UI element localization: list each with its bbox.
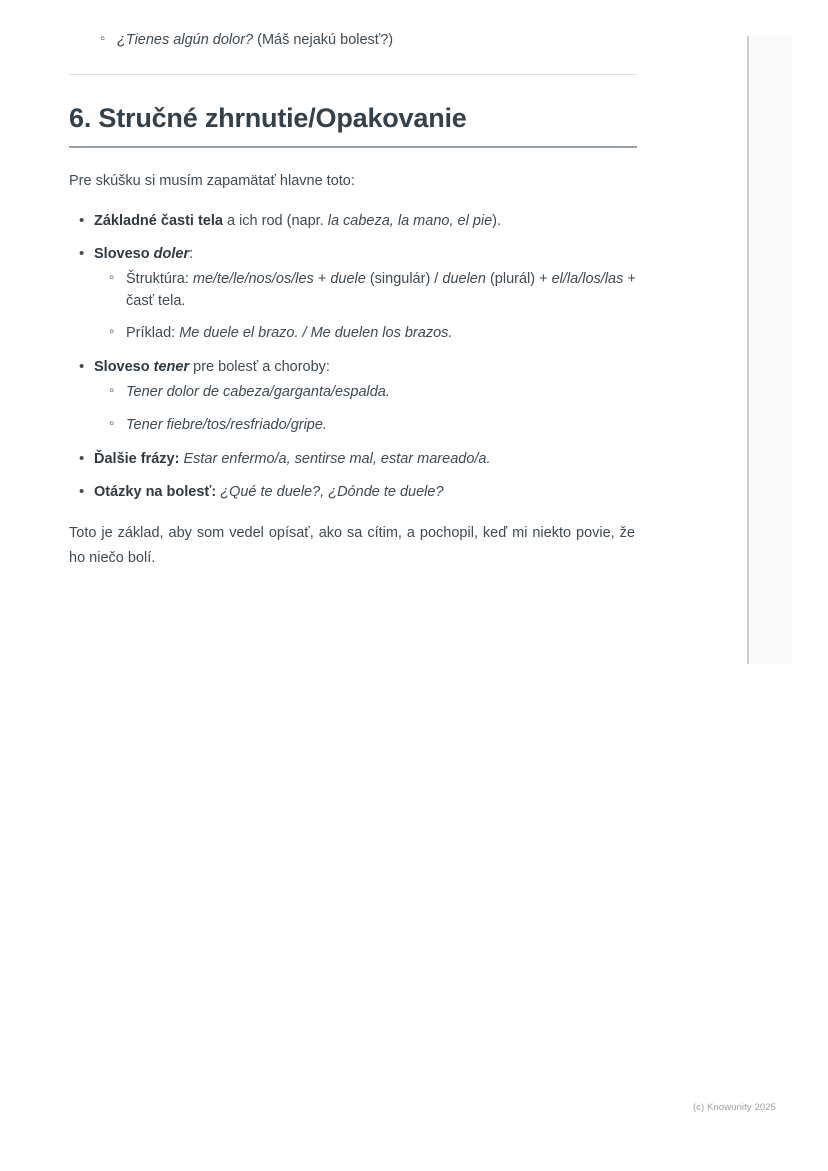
bullet-bold-text: Ďalšie frázy: <box>94 450 180 467</box>
list-item <box>69 211 637 232</box>
sub-italic-3: duelen <box>442 270 486 287</box>
sub-text-5: + časť tela. <box>126 270 636 309</box>
bullet-italic-text: ¿Qué te duele?, ¿Dónde te duele? <box>220 483 444 500</box>
bullet-bold-italic-text: doler <box>153 245 190 262</box>
list-item <box>69 357 637 437</box>
copyright-footer: (c) Knowunity 2025 <box>692 1102 776 1113</box>
closing-paragraph: Toto je základ, aby som vedel opísať, ako sa cítim, a pochopil, keď mi niekto povie, že ho niečo bolí. <box>69 524 635 567</box>
sub-list <box>94 382 637 437</box>
bullet-bold-text: Základné časti tela <box>94 212 223 229</box>
list-item <box>94 269 637 313</box>
page-title: 6. Stručné zhrnutie/Opakovanie <box>69 102 467 133</box>
sub-italic-1: me/te/le/nos/os/les <box>192 270 314 287</box>
bullet-text-tail: ). <box>492 212 502 229</box>
bullet-italic-text: la cabeza, la mano, el pie <box>327 212 493 229</box>
list-item <box>69 30 637 52</box>
list-item <box>69 482 637 503</box>
sub-text: Štruktúra: <box>126 270 193 287</box>
scrollbar-track[interactable] <box>747 36 749 664</box>
slovak-translation: (Máš nejakú bolesť?) <box>253 32 394 48</box>
title-underline <box>69 146 637 148</box>
document-content <box>69 30 637 572</box>
sub-italic-1: Me duele el brazo. / Me duelen los brazos. <box>179 325 453 342</box>
list-item <box>69 449 637 470</box>
list-item <box>69 244 637 345</box>
sub-text-2: + <box>313 270 331 287</box>
page-side-panel <box>747 36 792 664</box>
bullet-text-tail: pre bolesť a choroby: <box>189 359 330 376</box>
sub-italic-1: Tener dolor de cabeza/garganta/espalda. <box>126 384 390 401</box>
summary-list <box>69 211 637 503</box>
bullet-text-tail: : <box>189 245 194 262</box>
spanish-phrase: ¿Tienes algún dolor? <box>117 32 254 48</box>
bullet-bold-text: Sloveso <box>94 245 154 262</box>
bullet-bold-text: Otázky na bolesť: <box>94 483 217 500</box>
section-divider <box>69 74 637 75</box>
list-item <box>94 415 637 437</box>
sub-italic-2: duele <box>330 270 366 287</box>
bullet-text: a ich rod (napr. <box>222 212 328 229</box>
sub-text: Príklad: <box>126 325 180 342</box>
section-intro: Pre skúšku si musím zapamätať hlavne toto: <box>69 172 355 189</box>
sub-text-3: (singulár) / <box>365 270 443 287</box>
sub-list <box>94 269 637 345</box>
list-item <box>94 382 637 404</box>
sub-italic-1: Tener fiebre/tos/resfriado/gripe. <box>126 416 327 433</box>
bullet-bold-text: Sloveso <box>94 359 154 376</box>
bullet-bold-italic-text: tener <box>153 359 190 376</box>
sub-text-4: (plurál) + <box>485 270 552 287</box>
list-item <box>94 323 637 345</box>
bullet-italic-text: Estar enfermo/a, sentirse mal, estar mareado/a. <box>183 450 491 467</box>
sub-italic-4: el/la/los/las <box>551 270 624 287</box>
